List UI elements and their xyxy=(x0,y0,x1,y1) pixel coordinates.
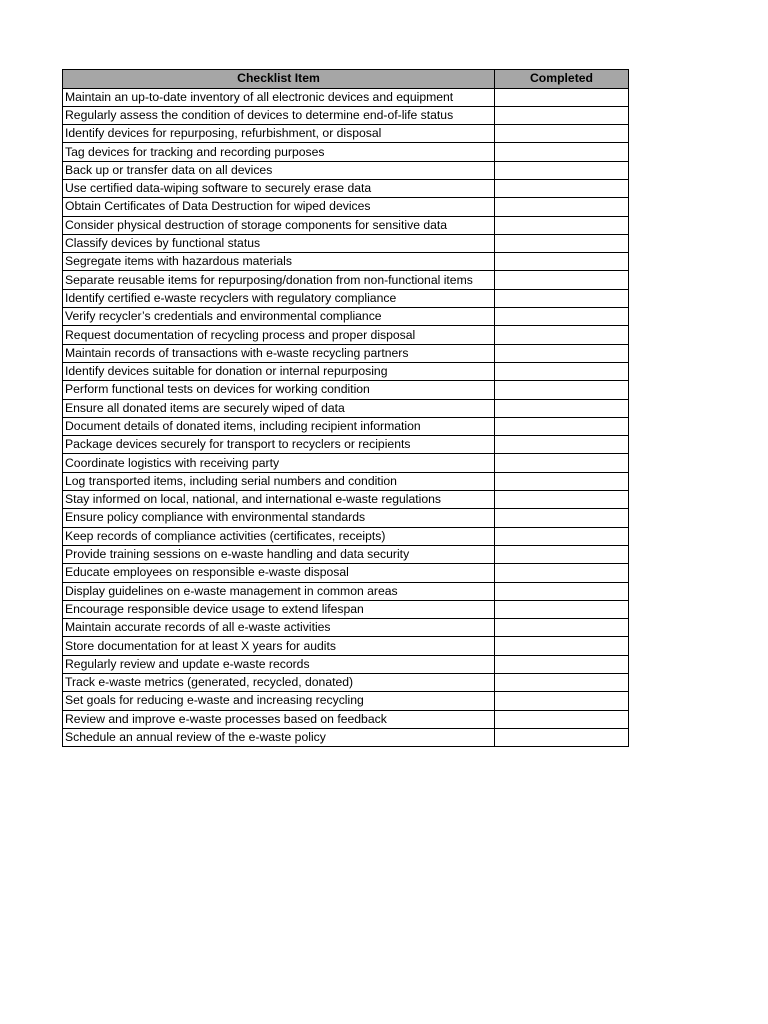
completed-cell[interactable] xyxy=(495,655,629,673)
checklist-item-cell[interactable]: Educate employees on responsible e-waste disposal xyxy=(63,564,495,582)
checklist-item-cell[interactable]: Document details of donated items, including recipient information xyxy=(63,417,495,435)
checklist-item-cell[interactable]: Use certified data-wiping software to securely erase data xyxy=(63,179,495,197)
checklist-item-cell[interactable]: Store documentation for at least X years for audits xyxy=(63,637,495,655)
table-row xyxy=(63,582,629,600)
completed-cell[interactable] xyxy=(495,436,629,454)
completed-cell[interactable] xyxy=(495,362,629,380)
completed-cell[interactable] xyxy=(495,125,629,143)
table-row xyxy=(63,674,629,692)
checklist-item-cell[interactable]: Segregate items with hazardous materials xyxy=(63,253,495,271)
table-row xyxy=(63,545,629,563)
checklist-item-cell[interactable]: Identify devices suitable for donation or internal repurposing xyxy=(63,362,495,380)
completed-cell[interactable] xyxy=(495,216,629,234)
spreadsheet-page xyxy=(62,69,629,747)
checklist-item-cell[interactable]: Obtain Certificates of Data Destruction for wiped devices xyxy=(63,198,495,216)
table-row xyxy=(63,198,629,216)
completed-cell[interactable] xyxy=(495,88,629,106)
completed-cell[interactable] xyxy=(495,454,629,472)
table-row xyxy=(63,143,629,161)
table-row xyxy=(63,436,629,454)
checklist-item-cell[interactable]: Classify devices by functional status xyxy=(63,234,495,252)
completed-cell[interactable] xyxy=(495,308,629,326)
completed-cell[interactable] xyxy=(495,417,629,435)
checklist-item-cell[interactable]: Schedule an annual review of the e-waste policy xyxy=(63,728,495,746)
table-row xyxy=(63,179,629,197)
checklist-item-cell[interactable]: Encourage responsible device usage to extend lifespan xyxy=(63,600,495,618)
checklist-item-cell[interactable]: Coordinate logistics with receiving party xyxy=(63,454,495,472)
table-row xyxy=(63,106,629,124)
checklist-item-cell[interactable]: Provide training sessions on e-waste handling and data security xyxy=(63,545,495,563)
completed-cell[interactable] xyxy=(495,509,629,527)
completed-cell[interactable] xyxy=(495,234,629,252)
table-row xyxy=(63,253,629,271)
table-row xyxy=(63,564,629,582)
completed-cell[interactable] xyxy=(495,637,629,655)
checklist-item-cell[interactable]: Review and improve e-waste processes based on feedback xyxy=(63,710,495,728)
completed-cell[interactable] xyxy=(495,600,629,618)
table-row xyxy=(63,125,629,143)
completed-header: Completed xyxy=(495,70,629,89)
completed-cell[interactable] xyxy=(495,198,629,216)
completed-cell[interactable] xyxy=(495,381,629,399)
table-row xyxy=(63,88,629,106)
completed-cell[interactable] xyxy=(495,344,629,362)
table-row xyxy=(63,161,629,179)
checklist-item-cell[interactable]: Maintain an up-to-date inventory of all electronic devices and equipment xyxy=(63,88,495,106)
completed-cell[interactable] xyxy=(495,143,629,161)
table-row xyxy=(63,637,629,655)
checklist-item-cell[interactable]: Back up or transfer data on all devices xyxy=(63,161,495,179)
checklist-item-cell[interactable]: Tag devices for tracking and recording purposes xyxy=(63,143,495,161)
checklist-item-cell[interactable]: Request documentation of recycling process and proper disposal xyxy=(63,326,495,344)
checklist-item-cell[interactable]: Track e-waste metrics (generated, recycled, donated) xyxy=(63,674,495,692)
completed-cell[interactable] xyxy=(495,326,629,344)
checklist-item-cell[interactable]: Keep records of compliance activities (certificates, receipts) xyxy=(63,527,495,545)
table-row xyxy=(63,619,629,637)
completed-cell[interactable] xyxy=(495,710,629,728)
checklist-item-cell[interactable]: Maintain records of transactions with e-waste recycling partners xyxy=(63,344,495,362)
table-row xyxy=(63,289,629,307)
completed-cell[interactable] xyxy=(495,399,629,417)
completed-cell[interactable] xyxy=(495,545,629,563)
checklist-item-cell[interactable]: Package devices securely for transport to recyclers or recipients xyxy=(63,436,495,454)
table-row xyxy=(63,399,629,417)
checklist-body xyxy=(63,88,629,747)
table-row xyxy=(63,692,629,710)
checklist-item-cell[interactable]: Display guidelines on e-waste management in common areas xyxy=(63,582,495,600)
table-row xyxy=(63,527,629,545)
checklist-item-cell[interactable]: Stay informed on local, national, and international e-waste regulations xyxy=(63,491,495,509)
table-row xyxy=(63,655,629,673)
completed-cell[interactable] xyxy=(495,692,629,710)
checklist-item-header: Checklist Item xyxy=(63,70,495,89)
completed-cell[interactable] xyxy=(495,491,629,509)
completed-cell[interactable] xyxy=(495,271,629,289)
table-row xyxy=(63,344,629,362)
completed-cell[interactable] xyxy=(495,582,629,600)
table-row xyxy=(63,234,629,252)
table-row xyxy=(63,509,629,527)
checklist-item-cell[interactable]: Verify recycler’s credentials and environmental compliance xyxy=(63,308,495,326)
checklist-item-cell[interactable]: Log transported items, including serial numbers and condition xyxy=(63,472,495,490)
table-row xyxy=(63,472,629,490)
checklist-item-cell[interactable]: Ensure all donated items are securely wiped of data xyxy=(63,399,495,417)
completed-cell[interactable] xyxy=(495,619,629,637)
checklist-item-cell[interactable]: Consider physical destruction of storage components for sensitive data xyxy=(63,216,495,234)
checklist-item-cell[interactable]: Regularly assess the condition of devices to determine end-of-life status xyxy=(63,106,495,124)
checklist-table xyxy=(62,69,629,747)
completed-cell[interactable] xyxy=(495,253,629,271)
checklist-item-cell[interactable]: Identify certified e-waste recyclers with regulatory compliance xyxy=(63,289,495,307)
table-row xyxy=(63,381,629,399)
completed-cell[interactable] xyxy=(495,161,629,179)
completed-cell[interactable] xyxy=(495,728,629,746)
completed-cell[interactable] xyxy=(495,179,629,197)
table-row xyxy=(63,326,629,344)
table-row xyxy=(63,600,629,618)
table-row xyxy=(63,271,629,289)
checklist-item-cell[interactable]: Regularly review and update e-waste records xyxy=(63,655,495,673)
checklist-item-cell[interactable]: Perform functional tests on devices for working condition xyxy=(63,381,495,399)
completed-cell[interactable] xyxy=(495,674,629,692)
table-row xyxy=(63,454,629,472)
checklist-item-cell[interactable]: Identify devices for repurposing, refurbishment, or disposal xyxy=(63,125,495,143)
completed-cell[interactable] xyxy=(495,289,629,307)
checklist-item-cell[interactable]: Ensure policy compliance with environmental standards xyxy=(63,509,495,527)
header-row xyxy=(63,70,629,89)
table-row xyxy=(63,308,629,326)
checklist-item-cell[interactable]: Separate reusable items for repurposing/donation from non-functional items xyxy=(63,271,495,289)
completed-cell[interactable] xyxy=(495,472,629,490)
table-row xyxy=(63,417,629,435)
completed-cell[interactable] xyxy=(495,564,629,582)
checklist-item-cell[interactable]: Maintain accurate records of all e-waste activities xyxy=(63,619,495,637)
table-row xyxy=(63,491,629,509)
completed-cell[interactable] xyxy=(495,527,629,545)
checklist-item-cell[interactable]: Set goals for reducing e-waste and increasing recycling xyxy=(63,692,495,710)
table-row xyxy=(63,728,629,746)
table-row xyxy=(63,216,629,234)
completed-cell[interactable] xyxy=(495,106,629,124)
table-row xyxy=(63,362,629,380)
table-row xyxy=(63,710,629,728)
